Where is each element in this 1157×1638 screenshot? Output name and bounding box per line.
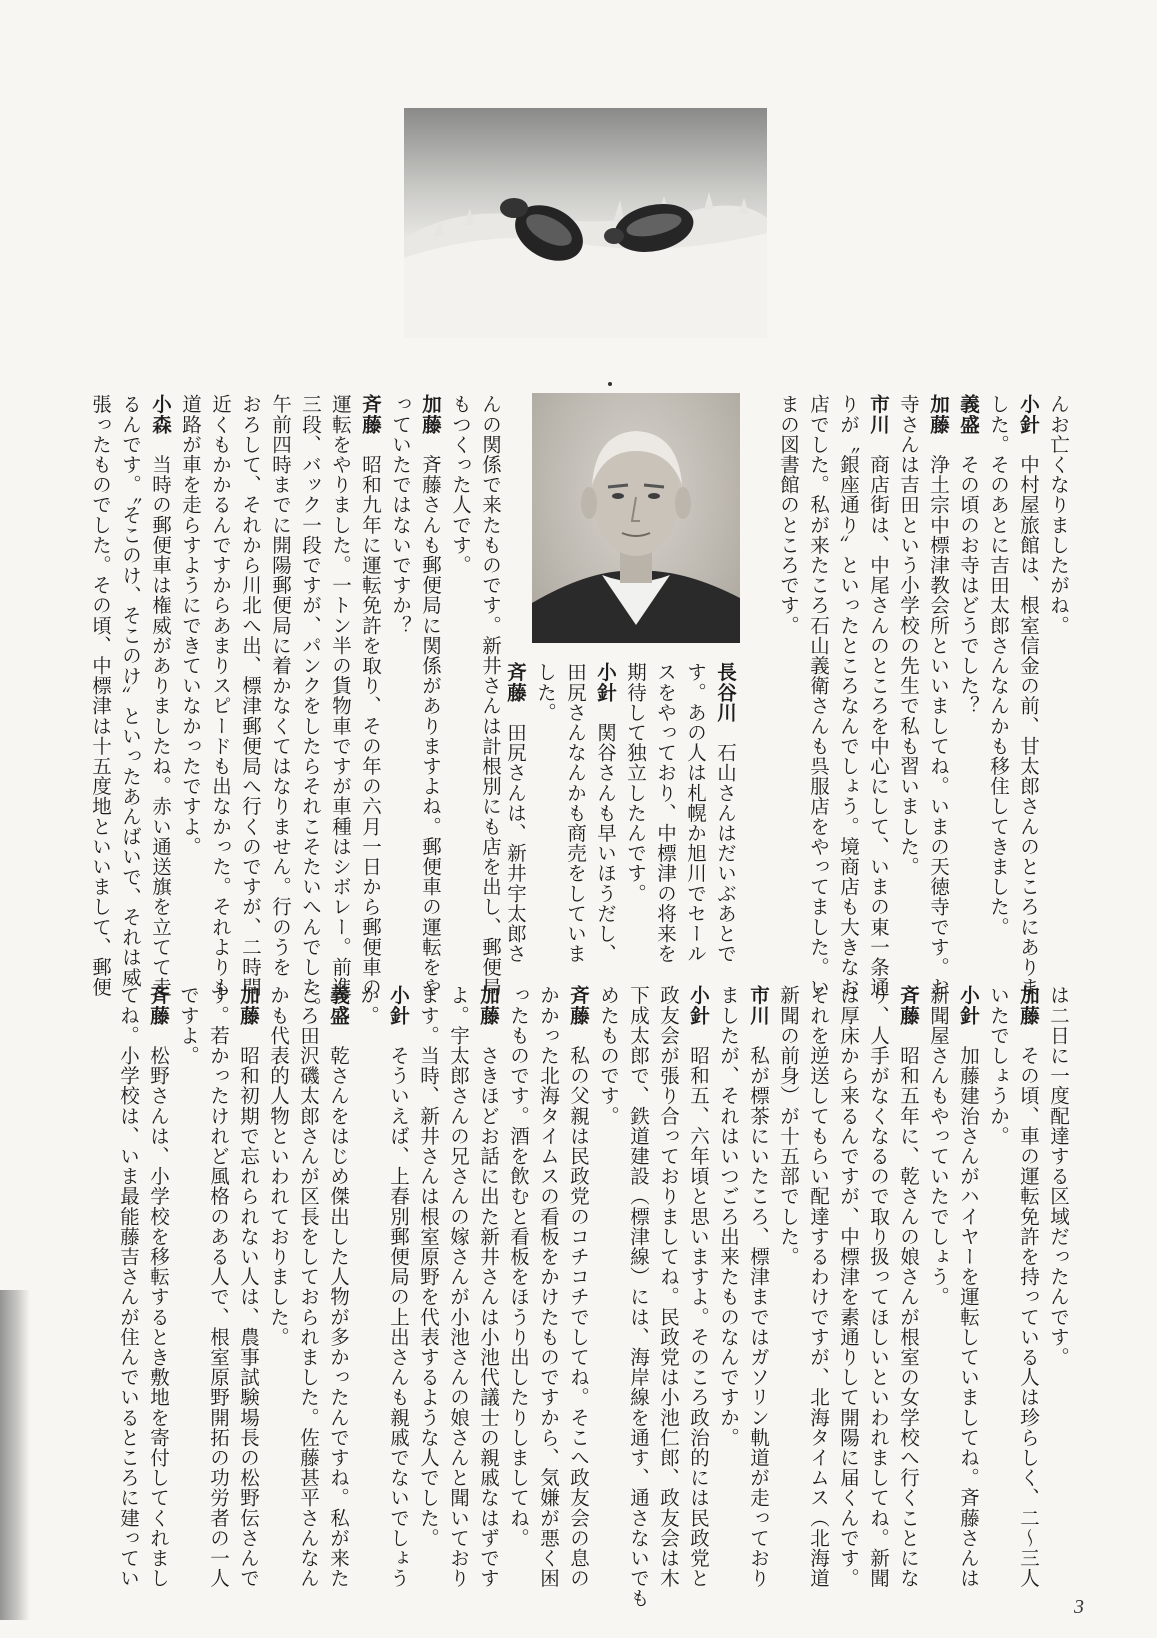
- text-line: [1043, 985, 1073, 1560]
- text-line: [743, 985, 773, 1589]
- line-text: した。そのあとに吉田太郎さんなんかも移住してきました。: [987, 394, 1010, 937]
- speaker-name: 小針: [387, 985, 410, 1026]
- line-text: りが〝銀座通り〟といったところなんでしょう。境商店も大きなお: [837, 394, 860, 997]
- scan-shadow: [0, 1290, 30, 1620]
- text-line: [773, 985, 803, 1560]
- text-line: [533, 985, 563, 1588]
- line-text: 田尻さんは、新井宇太郎さ: [504, 722, 527, 964]
- line-text: 石山さんはだいぶあとで: [714, 742, 737, 964]
- upper-right-column: [766, 394, 1073, 998]
- line-text: 乾さんをはじめ傑出した人物が多かったんですね。私が来た: [327, 1045, 350, 1589]
- text-line: [893, 985, 923, 1589]
- line-text: 新聞屋さんもやっていたでしょう。: [927, 985, 950, 1307]
- text-line: [953, 985, 983, 1589]
- text-line: [803, 985, 833, 1588]
- text-line: [713, 985, 743, 1560]
- text-line: [385, 394, 415, 904]
- speaker-name: 斉藤: [359, 394, 382, 435]
- line-text: よ。宇太郎さんの兄さんの嫁さんが小池さんの娘さんと聞いており: [447, 985, 470, 1588]
- line-text: ですよ。: [177, 985, 200, 1066]
- text-line: [560, 662, 590, 964]
- upper-middle-column: [504, 662, 740, 964]
- text-line: [563, 985, 593, 1589]
- speaker-name: 小針: [687, 985, 710, 1026]
- line-text: てね。小学校は、いま最能藤吉さんが住んでいるところに建ってい: [117, 985, 140, 1588]
- line-text: 浄土宗中標津教会所といいましてね。いまの天徳寺です。お: [927, 454, 950, 998]
- line-text: 田尻さんなんかも商売をしていま: [564, 662, 587, 964]
- line-text: り、人手がなくなるので取り扱ってほしいといわれましてね。新聞: [867, 985, 890, 1588]
- text-line: [893, 394, 923, 904]
- text-line: [143, 985, 173, 1589]
- speaker-name: 加藤: [477, 985, 500, 1026]
- line-text: 昭和五年に、乾さんの娘さんが根室の女学校へ行くことにな: [897, 1045, 920, 1589]
- text-line: [803, 394, 833, 997]
- line-text: 店でした。私が来たころ石山義衛さんも呉服店をやってました。い: [807, 394, 830, 997]
- line-text: す。あの人は札幌か旭川でセール: [684, 662, 707, 964]
- line-text: した。: [534, 662, 557, 723]
- line-text: それを逆送してもらい配達するわけですが、北海タイムス（北海道: [807, 985, 830, 1588]
- speaker-name: 小針: [1017, 394, 1040, 435]
- text-line: [1013, 985, 1043, 1589]
- line-text: 昭和九年に運転免許を取り、その年の六月一日から郵便車の: [359, 454, 382, 998]
- line-text: 斉藤さんも郵便局に関係がありますよね。郵便車の運転をや: [419, 454, 442, 998]
- line-text: かかった北海タイムスの看板をかけたものですから、気嫌が悪く困: [537, 985, 560, 1588]
- line-text: 近くもかかるんですからあまりスピードも出なかった。それよりも: [209, 394, 232, 997]
- line-text: は二日に一度配達する区域だったんです。: [1047, 985, 1070, 1367]
- text-line: [863, 394, 893, 998]
- text-line: [323, 985, 353, 1589]
- line-text: さきほどお話に出た新井さんは小池代議士の親戚なはずです: [477, 1045, 500, 1589]
- line-text: 加藤建治さんがハイヤーを運転していましてね。斉藤さんは: [957, 1045, 980, 1589]
- portrait-photo: [532, 393, 740, 643]
- text-line: [263, 985, 293, 1560]
- portrait-illustration: [532, 393, 740, 643]
- line-text: か。: [357, 985, 380, 1026]
- text-line: [205, 394, 235, 997]
- line-text: るんです。〝そこのけ、そこのけ〟といったあんばいで、それは威: [119, 394, 142, 988]
- text-line: [355, 394, 385, 998]
- line-text: ったものです。酒を飲むと看板をほうり出したりしましてね。: [507, 985, 530, 1548]
- line-text: 三段、バック一段ですが、パンクをしたらそれこそたいへんでした。: [299, 394, 322, 1018]
- line-text: 松野さんは、小学校を移転するとき敷地を寄付してくれまし: [147, 1045, 170, 1589]
- speaker-name: 小針: [594, 662, 617, 703]
- speaker-name: 小針: [957, 985, 980, 1026]
- text-line: [983, 985, 1013, 1560]
- line-text: 商店街は、中尾さんのところを中心にして、いまの東一条通: [867, 454, 890, 998]
- text-line: [710, 662, 740, 964]
- line-text: まの図書館のところです。: [777, 394, 800, 636]
- speaker-name: 市川: [747, 985, 770, 1026]
- text-line: [623, 985, 653, 1609]
- speaker-name: 斉藤: [147, 985, 170, 1026]
- speaker-name: 斉藤: [504, 662, 527, 703]
- line-text: んの関係で来たものです。新井さんは計根別にも店を出し、郵便局: [479, 394, 502, 997]
- speaker-name: 斉藤: [897, 985, 920, 1026]
- text-line: [233, 985, 263, 1589]
- page-number: 3: [1074, 1596, 1084, 1618]
- line-text: 午前四時までに開陽郵便局に着かなくてはなりません。行のうを: [269, 394, 292, 977]
- line-text: 私の父親は民政党のコチコチでしてね。そこへ政友会の息の: [567, 1045, 590, 1589]
- text-line: [145, 394, 175, 998]
- line-text: す。若かったけれど風格のある人で、根室原野開拓の功労者の一人: [207, 985, 230, 1588]
- text-line: [443, 985, 473, 1588]
- speaker-name: 加藤: [927, 394, 950, 435]
- line-text: 張ったものでした。その頃、中標津は十五度地といいまして、郵便: [89, 394, 112, 997]
- text-line: [620, 662, 650, 910]
- line-text: 新聞の前身）が十五部でした。: [777, 985, 800, 1267]
- line-text: おろして、それから川北へ出、標津郵便局へ行くのですが、二時間: [239, 394, 262, 997]
- line-text: そういえば、上春別郵便局の上出さんも親戚でないでしょう: [387, 1045, 410, 1589]
- text-line: [383, 985, 413, 1589]
- text-line: [590, 662, 620, 964]
- text-line: [115, 394, 145, 988]
- text-line: [923, 985, 953, 1560]
- text-line: [833, 394, 863, 997]
- line-text: は厚床から来るんですが、中標津を素通りして開陽に届くんです。: [837, 985, 860, 1588]
- text-line: [473, 985, 503, 1589]
- text-line: [530, 662, 560, 910]
- text-line: [295, 394, 325, 1018]
- text-line: [680, 662, 710, 964]
- line-text: 政友会が張り合っておりましてね。民政党は小池仁郎、政友会は木: [657, 985, 680, 1588]
- text-line: [503, 985, 533, 1560]
- speaker-name: 加藤: [237, 985, 260, 1026]
- lower-column: [110, 985, 1073, 1609]
- beetles-photo: [404, 108, 767, 338]
- speaker-name: 長谷川: [714, 662, 737, 723]
- text-line: [953, 394, 983, 904]
- text-line: [265, 394, 295, 977]
- line-text: んお亡くなりましたがね。: [1047, 394, 1070, 636]
- text-line: [653, 985, 683, 1588]
- text-line: [1043, 394, 1073, 904]
- text-line: [593, 985, 623, 1560]
- speaker-name: 小森: [149, 394, 172, 435]
- line-text: スをやっており、中標津の将来を: [654, 662, 677, 964]
- text-line: [85, 394, 115, 997]
- line-text: いたでしょうか。: [987, 985, 1010, 1146]
- text-line: [833, 985, 863, 1588]
- text-line: [650, 662, 680, 964]
- text-line: [683, 985, 713, 1589]
- line-text: その頃、車の運転免許を持っている人は珍らしく、二〜三人: [1017, 1045, 1040, 1589]
- text-line: [863, 985, 893, 1588]
- line-text: 期待して独立したんです。: [624, 662, 647, 904]
- text-line: [475, 394, 505, 997]
- line-text: 当時の郵便車は権威がありましたね。赤い通送旗を立てて走: [149, 454, 172, 998]
- line-text: めたものです。: [597, 985, 620, 1126]
- stray-mark: [608, 382, 612, 386]
- speaker-name: 加藤: [419, 394, 442, 435]
- text-line: [415, 394, 445, 998]
- line-text: 私が標茶にいたころ、標津まではガソリン軌道が走っており: [747, 1045, 770, 1589]
- text-line: [113, 985, 143, 1588]
- line-text: 運転をやりました。一トン半の貨物車ですが車種はシボレー。前進: [329, 394, 352, 997]
- text-line: [293, 985, 323, 1588]
- line-text: 昭和初期で忘れられない人は、農事試験場長の松野伝さんで: [237, 1045, 260, 1589]
- text-line: [203, 985, 233, 1588]
- text-line: [175, 394, 205, 904]
- text-line: [325, 394, 355, 997]
- line-text: 下成太郎で、鉄道建設（標津線）には、海岸線を通す、通さないでも: [627, 985, 650, 1609]
- text-line: [235, 394, 265, 997]
- line-text: 寺さんは吉田という小学校の先生で私も習いました。: [897, 394, 920, 877]
- text-line: [173, 985, 203, 1560]
- beetles-illustration: [404, 108, 767, 338]
- line-text: その頃のお寺はどうでした？: [957, 454, 980, 716]
- speaker-name: 斉藤: [567, 985, 590, 1026]
- line-text: 昭和五、六年頃と思いますよ。そのころ政治的には民政党と: [687, 1045, 710, 1589]
- speaker-name: 加藤: [1017, 985, 1040, 1026]
- line-text: ましたが、それはいつごろ出来たものなんですか。: [717, 985, 740, 1448]
- text-line: [1013, 394, 1043, 998]
- speaker-name: 市川: [867, 394, 890, 435]
- line-text: 中村屋旅館は、根室信金の前、甘太郎さんのところにありま: [1017, 454, 1040, 998]
- text-line: [983, 394, 1013, 937]
- text-line: [773, 394, 803, 904]
- line-text: ます。当時、新井さんは根室原野を代表するような人でした。: [417, 985, 440, 1548]
- text-line: [353, 985, 383, 1560]
- line-text: っていたではないですか？: [389, 394, 412, 636]
- line-text: かも代表的人物といわれておりました。: [267, 985, 290, 1347]
- text-line: [413, 985, 443, 1560]
- text-line: [923, 394, 953, 998]
- line-text: ころ田沢磯太郎さんが区長をしておられました。佐藤甚平さんなん: [297, 985, 320, 1588]
- speaker-name: 義盛: [957, 394, 980, 435]
- speaker-name: 義盛: [327, 985, 350, 1026]
- text-line: [445, 394, 475, 904]
- line-text: もつくった人です。: [449, 394, 472, 575]
- line-text: 関谷さんも早いほうだし、: [594, 722, 617, 964]
- line-text: 道路が車を走らすようにできていなかったですよ。: [179, 394, 202, 857]
